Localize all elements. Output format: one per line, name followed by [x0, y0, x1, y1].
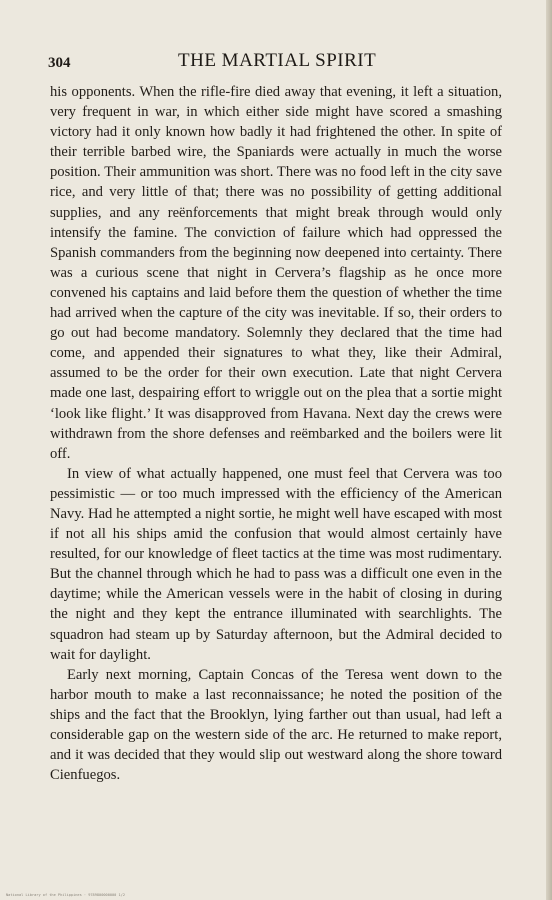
paragraph-night-sortie: In view of what actually happened, one must feel that Cervera was too pessimistic — or too much impressed with the efficiency of the American Navy. Had he attempted a night sortie, he might well have escaped with most if not all his ships amid the confusion that would almost certainly have resulted, for our knowledge of fleet tactics at the time was most rudimentary. But the channel through which he had to pass was a difficult one even in the daytime; while the American vessels were in the habit of closing in during the night and they kept the entrance illuminated with searchlights. The squadron had steam up by Saturday afternoon, but the Admiral decided to wait for daylight. [50, 465, 502, 663]
paragraph-continued: his opponents. When the rifle-fire died away that evening, it left a situation, very frequent in war, in which either side might have scored a smashing victory had it only known how badly it had frightened the other. In spite of their terrible barbed wire, the Spaniards were actually in much the worse position. Their ammunition was short. There was no food left in the city save rice, and very little of that; there was no possibility of getting additional supplies, and any reënforcements that might break through would only intensify the famine. The conviction of failure which had oppressed the Spanish commanders from the beginning now deepened into certainty. There was a curious scene that night in Cervera’s flagship as he once more convened his captains and laid before them the question of whether the time had arrived when the capture of the city was inevitable. If so, their orders to go out had become mandatory. Solemnly they declared that the time had come, and appended their signatures to what they, like their Admiral, assumed to be the order for their own execution. Late that night Cervera made one last, despairing effort to wriggle out on the plea that a sortie might ‘look like flight.’ It was disapproved from Havana. Next day the crews were withdrawn from the shore defenses and reëmbarked and the boilers were lit off. [50, 84, 502, 462]
page-spine-shadow [546, 0, 552, 900]
scan-footer-stamp: National Library of the Philippines · 9789800000000 1/2 [6, 893, 125, 897]
page-header [48, 50, 500, 72]
page-number: 304 [48, 55, 71, 71]
running-title: THE MARTIAL SPIRIT [178, 50, 377, 71]
paragraph-reconnaissance: Early next morning, Captain Concas of the Teresa went down to the harbor mouth to make a last reconnaissance; he noted the position of the ships and the fact that the Brooklyn, lying farther out than usual, had left a considerable gap on the western side of the arc. He returned to make report, and it was decided that they would slip out westward along the shore toward Cienfuegos. [50, 666, 502, 784]
body-text [50, 82, 502, 785]
